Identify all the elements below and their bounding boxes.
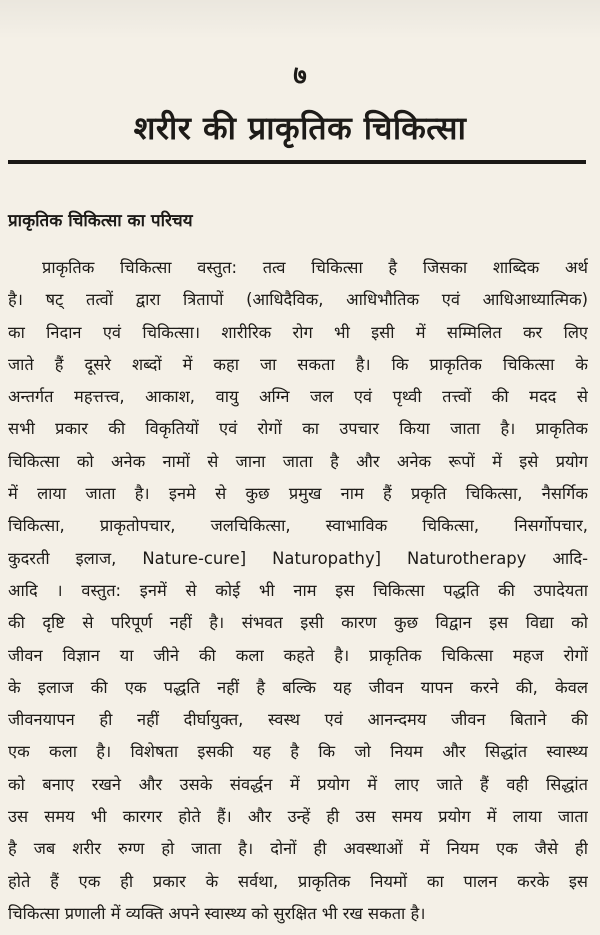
paragraph-line: के इलाज की एक पद्धति नहीं है बल्कि यह जीवन यापन करने की, केवल (8, 677, 588, 697)
paragraph-line: प्राकृतिक चिकित्सा वस्तुत: तत्व चिकित्सा है जिसका शाब्दिक अर्थ (42, 258, 588, 277)
paragraph-line: उस समय भी कारगर होते हैं। और उन्हें ही उस समय प्रयोग में लाया जाता (8, 807, 588, 827)
chapter-title: शरीर की प्राकृतिक चिकित्सा (133, 109, 467, 147)
paragraph-line: जीवन विज्ञान या जीने की कला कहते है। प्राकृतिक चिकित्सा महज रोगों (8, 645, 588, 665)
paragraph-line: जाते हैं दूसरे शब्दों में कहा जा सकता है। कि प्राकृतिक चिकित्सा के (8, 354, 588, 374)
paragraph-line: को बनाए रखने और उसके संवर्द्धन में प्रयोग में लाए जाते हैं वही सिद्धांत (8, 774, 588, 794)
body-paragraph (8, 252, 588, 930)
paragraph-line: में लाया जाता है। इनमे से कुछ प्रमुख नाम हैं प्रकृति चिकित्सा, नैसर्गिक (8, 484, 588, 504)
paragraph-line: होते हैं एक ही प्रकार के सर्वथा, प्राकृतिक नियमों का पालन करके इस (8, 871, 588, 891)
paragraph-line: आदि । वस्तुत: इनमें से कोई भी नाम इस चिकित्सा पद्धति की उपादेयता (8, 580, 588, 600)
paragraph-line: की दृष्टि से परिपूर्ण नहीं है। संभवत इसी कारण कुछ विद्वान इस विद्या को (8, 613, 588, 633)
paragraph-line: चिकित्सा प्रणाली में व्यक्ति अपने स्वास्थ्य को सुरक्षित भी रख सकता है। (8, 903, 426, 923)
paragraph-line: सभी प्रकार की विकृतियों एवं रोगों का उपचार किया जाता है। प्राकृतिक (8, 419, 588, 439)
paragraph-line: जीवनयापन ही नहीं दीर्घायुक्त, स्वस्थ एवं आनन्दमय जीवन बिताने की (8, 710, 588, 730)
paragraph-line: है जब शरीर रुग्ण हो जाता है। दोनों ही अवस्थाओं में नियम एक जैसे ही (8, 839, 588, 859)
paragraph-line: एक कला है। विशेषता इसकी यह है कि जो नियम और सिद्धांत स्वास्थ्य (8, 742, 588, 762)
section-heading: प्राकृतिक चिकित्सा का परिचय (8, 211, 193, 231)
paragraph-line: का निदान एवं चिकित्सा। शारीरिक रोग भी इसी में सम्मिलित कर लिए (8, 322, 588, 342)
paragraph-line: कुदरती इलाज, Nature-cure] Naturopathy] Naturotherapy आदि- (8, 548, 588, 568)
chapter-number: ७ (293, 61, 307, 91)
paragraph-line: चिकित्सा, प्राकृतोपचार, जलचिकित्सा, स्वाभाविक चिकित्सा, निसर्गोपचार, (8, 516, 588, 536)
title-rule (8, 160, 586, 164)
paragraph-line: है। षट् तत्वों द्वारा त्रितापों (आधिदैविक, आधिभौतिक एवं आधिआध्यात्मिक) (8, 290, 588, 310)
paragraph-line: अन्तर्गत महत्तत्त्व, आकाश, वायु अग्नि जल एवं पृथ्वी तत्त्वों की मदद से (8, 387, 588, 407)
paragraph-line: चिकित्सा को अनेक नामों से जाना जाता है और अनेक रूपों में इसे प्रयोग (8, 451, 588, 471)
